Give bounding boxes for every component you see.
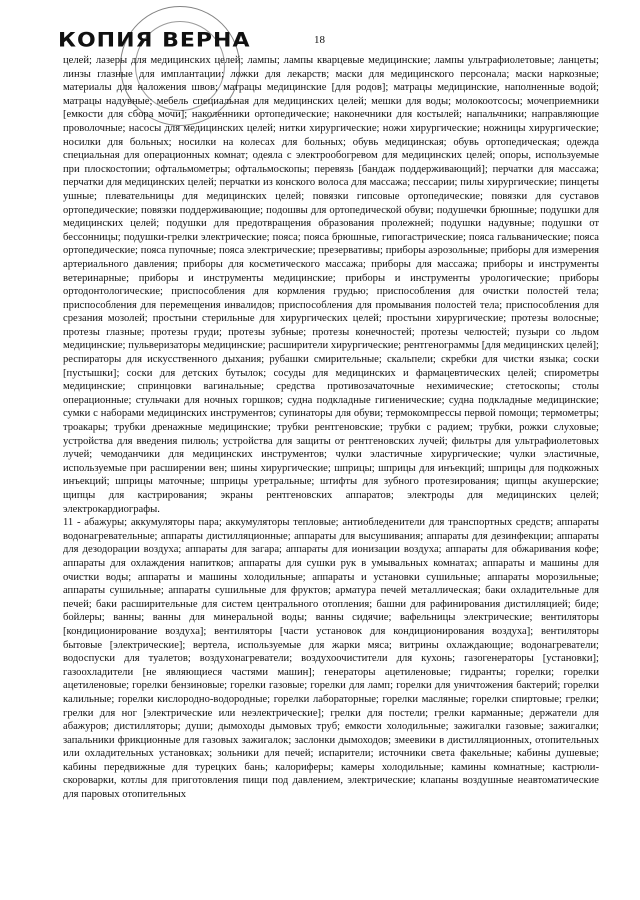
- class-10-goods-list: целей; лазеры для медицинских целей; лампы; лампы кварцевые медицинские; лампы ультрафиолетовые; ланцеты; линзы глазные для имплантации; ложки для лекарств; маски для медицинского персонала; маски наркозные; материалы для наложения швов; матрацы медицинские [для родов]; матрацы медицинские, наполненные водой; матрацы надувные; мебель специальная для медицинских целей; мешки для воды; молокоотсосы; мочеприемники [емкости для сбора мочи]; наколенники ортопедические; наконечники для костылей; напальчники; направляющие проволочные; насосы для медицинских целей; нитки хирургические; ножи хирургические; ножницы хирургические; носилки для больных; носилки на колесах для больных; обувь медицинская; обувь ортопедическая; одежда специальная для операционных комнат; одеяла с электрообогревом для медицинских целей; опоры, используемые при плоскостопии; офтальмометры; офтальмоскопы; перевязь [бандаж поддерживающий]; перчатки для массажа; перчатки для медицинских целей; перчатки из конского волоса для массажа; пессарии; пилы хирургические; пинцеты ушные; плевательницы для медицинских целей; повязки гипсовые ортопедические; повязки для суставов ортопедические; повязки поддерживающие; подошвы для ортопедической обуви; подушечки брюшные; подушки для медицинских целей; подушки для предотвращения образования пролежней; подушки надувные; подушки от бессонницы; подушки-грелки электрические; пояса; пояса брюшные, гипогастрические; пояса гальванические; пояса ортопедические; пояса пупочные; пояса электрические; презервативы; приборы аэрозольные; приборы для измерения артериального давления; приборы для косметического массажа; приборы для массажа; приборы и инструменты ветеринарные; приборы и инструменты медицинские; приборы и инструменты урологические; приборы ортодонтологические; приспособления для кормления грудью; приспособления для очистки полостей тела; приспособления для перемещения инвалидов; приспособления для промывания полостей тела; приспособления для срезания мозолей; простыни стерильные для хирургических целей; простыни хирургические; протезы волосные; протезы глазные; протезы груди; протезы зубные; протезы конечностей; протезы челюстей; пузыри со льдом медицинские; пульверизаторы медицинские; расширители хирургические; рентгенограммы [для медицинских целей]; респираторы для искусственного дыхания; рубашки смирительные; скальпели; скребки для чистки языка; соски [пустышки]; соски для детских бутылок; сосуды для медицинских и фармацевтических целей; спирометры медицинские; спринцовки вагинальные; средства противозачаточные нехимические; стетоскопы; столы операционные; стульчаки для ночных горшков; судна подкладные гигиенические; судна подкладные медицинские; сумки с наборами медицинских инструментов; супинаторы для обуви; термокомпрессы первой помощи; термометры; троакары; трубки дренажные медицинские; трубки рентгеновские; трубки с радием; трубки, рожки слуховые; устройства для введения пилюль; устройства для защиты от рентгеновских лучей; фильтры для ультрафиолетовых лучей; чемоданчики для медицинских инструментов; чулки эластичные хирургические; чулки эластичные, используемые при расширении вен; шины хирургические; шприцы; шприцы для инъекций; шприцы для подкожных инъекций; шприцы маточные; шприцы уретральные; штифты для зубного протезирования; щипцы акушерские; щипцы для кастрирования; экраны рентгеновских аппаратов; электроды для медицинских целей; электрокардиографы.: [63, 55, 599, 515]
- document-body: [63, 54, 599, 802]
- page-header: [0, 28, 640, 54]
- copy-stamp: КОПИЯ ВЕРНА: [58, 29, 251, 52]
- class-11-goods-list: 11 - абажуры; аккумуляторы пара; аккумуляторы тепловые; антиобледенители для транспортных средств; аппараты водонагревательные; аппараты дистилляционные; аппараты для высушивания; аппараты для дезинфекции; аппараты для дезодорации воздуха; аппараты для загара; аппараты для ионизации воздуха; аппараты для обжаривания кофе; аппараты для охлаждения напитков; аппараты для сушки рук в умывальных комнатах; аппараты и машины для очистки воды; аппараты и машины холодильные; аппараты и установки сушильные; аппараты морозильные; аппараты сушильные; аппараты сушильные для фруктов; арматура печей металлическая; баки охладительные для печей; баки расширительные для систем центрального отопления; башни для рафинирования дистилляцией; биде; бойлеры; ванны; ванны для минеральной воды; ванны сидячие; вафельницы электрические; вентиляторы [кондиционирование воздуха]; вентиляторы [части установок для кондиционирования воздуха]; вентиляторы бытовые [электрические]; вертела, используемые для жарки мяса; витрины охлаждающие; водонагреватели; водоспуски для туалетов; воздухонагреватели; воздухоочистители для кухонь; газогенераторы [установки]; газоохладители [не являющиеся частями машин]; генераторы ацетиленовые; гидранты; горелки; горелки ацетиленовые; горелки бензиновые; горелки газовые; горелки для ламп; горелки для уничтожения бактерий; горелки калильные; горелки кислородно-водородные; горелки лабораторные; горелки масляные; горелки спиртовые; грелки; грелки для ног [электрические или неэлектрические]; грелки для постели; грелки карманные; держатели для абажуров; дистилляторы; души; дымоходы дымовых труб; емкости холодильные; зажигалки газовые; зажигалки; запальники фрикционные для газовых зажигалок; заслонки дымоходов; змеевики в дистилляционных, отопительных или охладительных установках; зольники для печей; испарители; источники света факельные; кабины душевые; кабины передвижные для турецких бань; калориферы; камеры холодильные; камины комнатные; кастрюли-скороварки, котлы для приготовления пищи под давлением, электрические; клапаны воздушные неавтоматические для паровых отопительных: [63, 517, 599, 801]
- page-number: 18: [314, 34, 325, 46]
